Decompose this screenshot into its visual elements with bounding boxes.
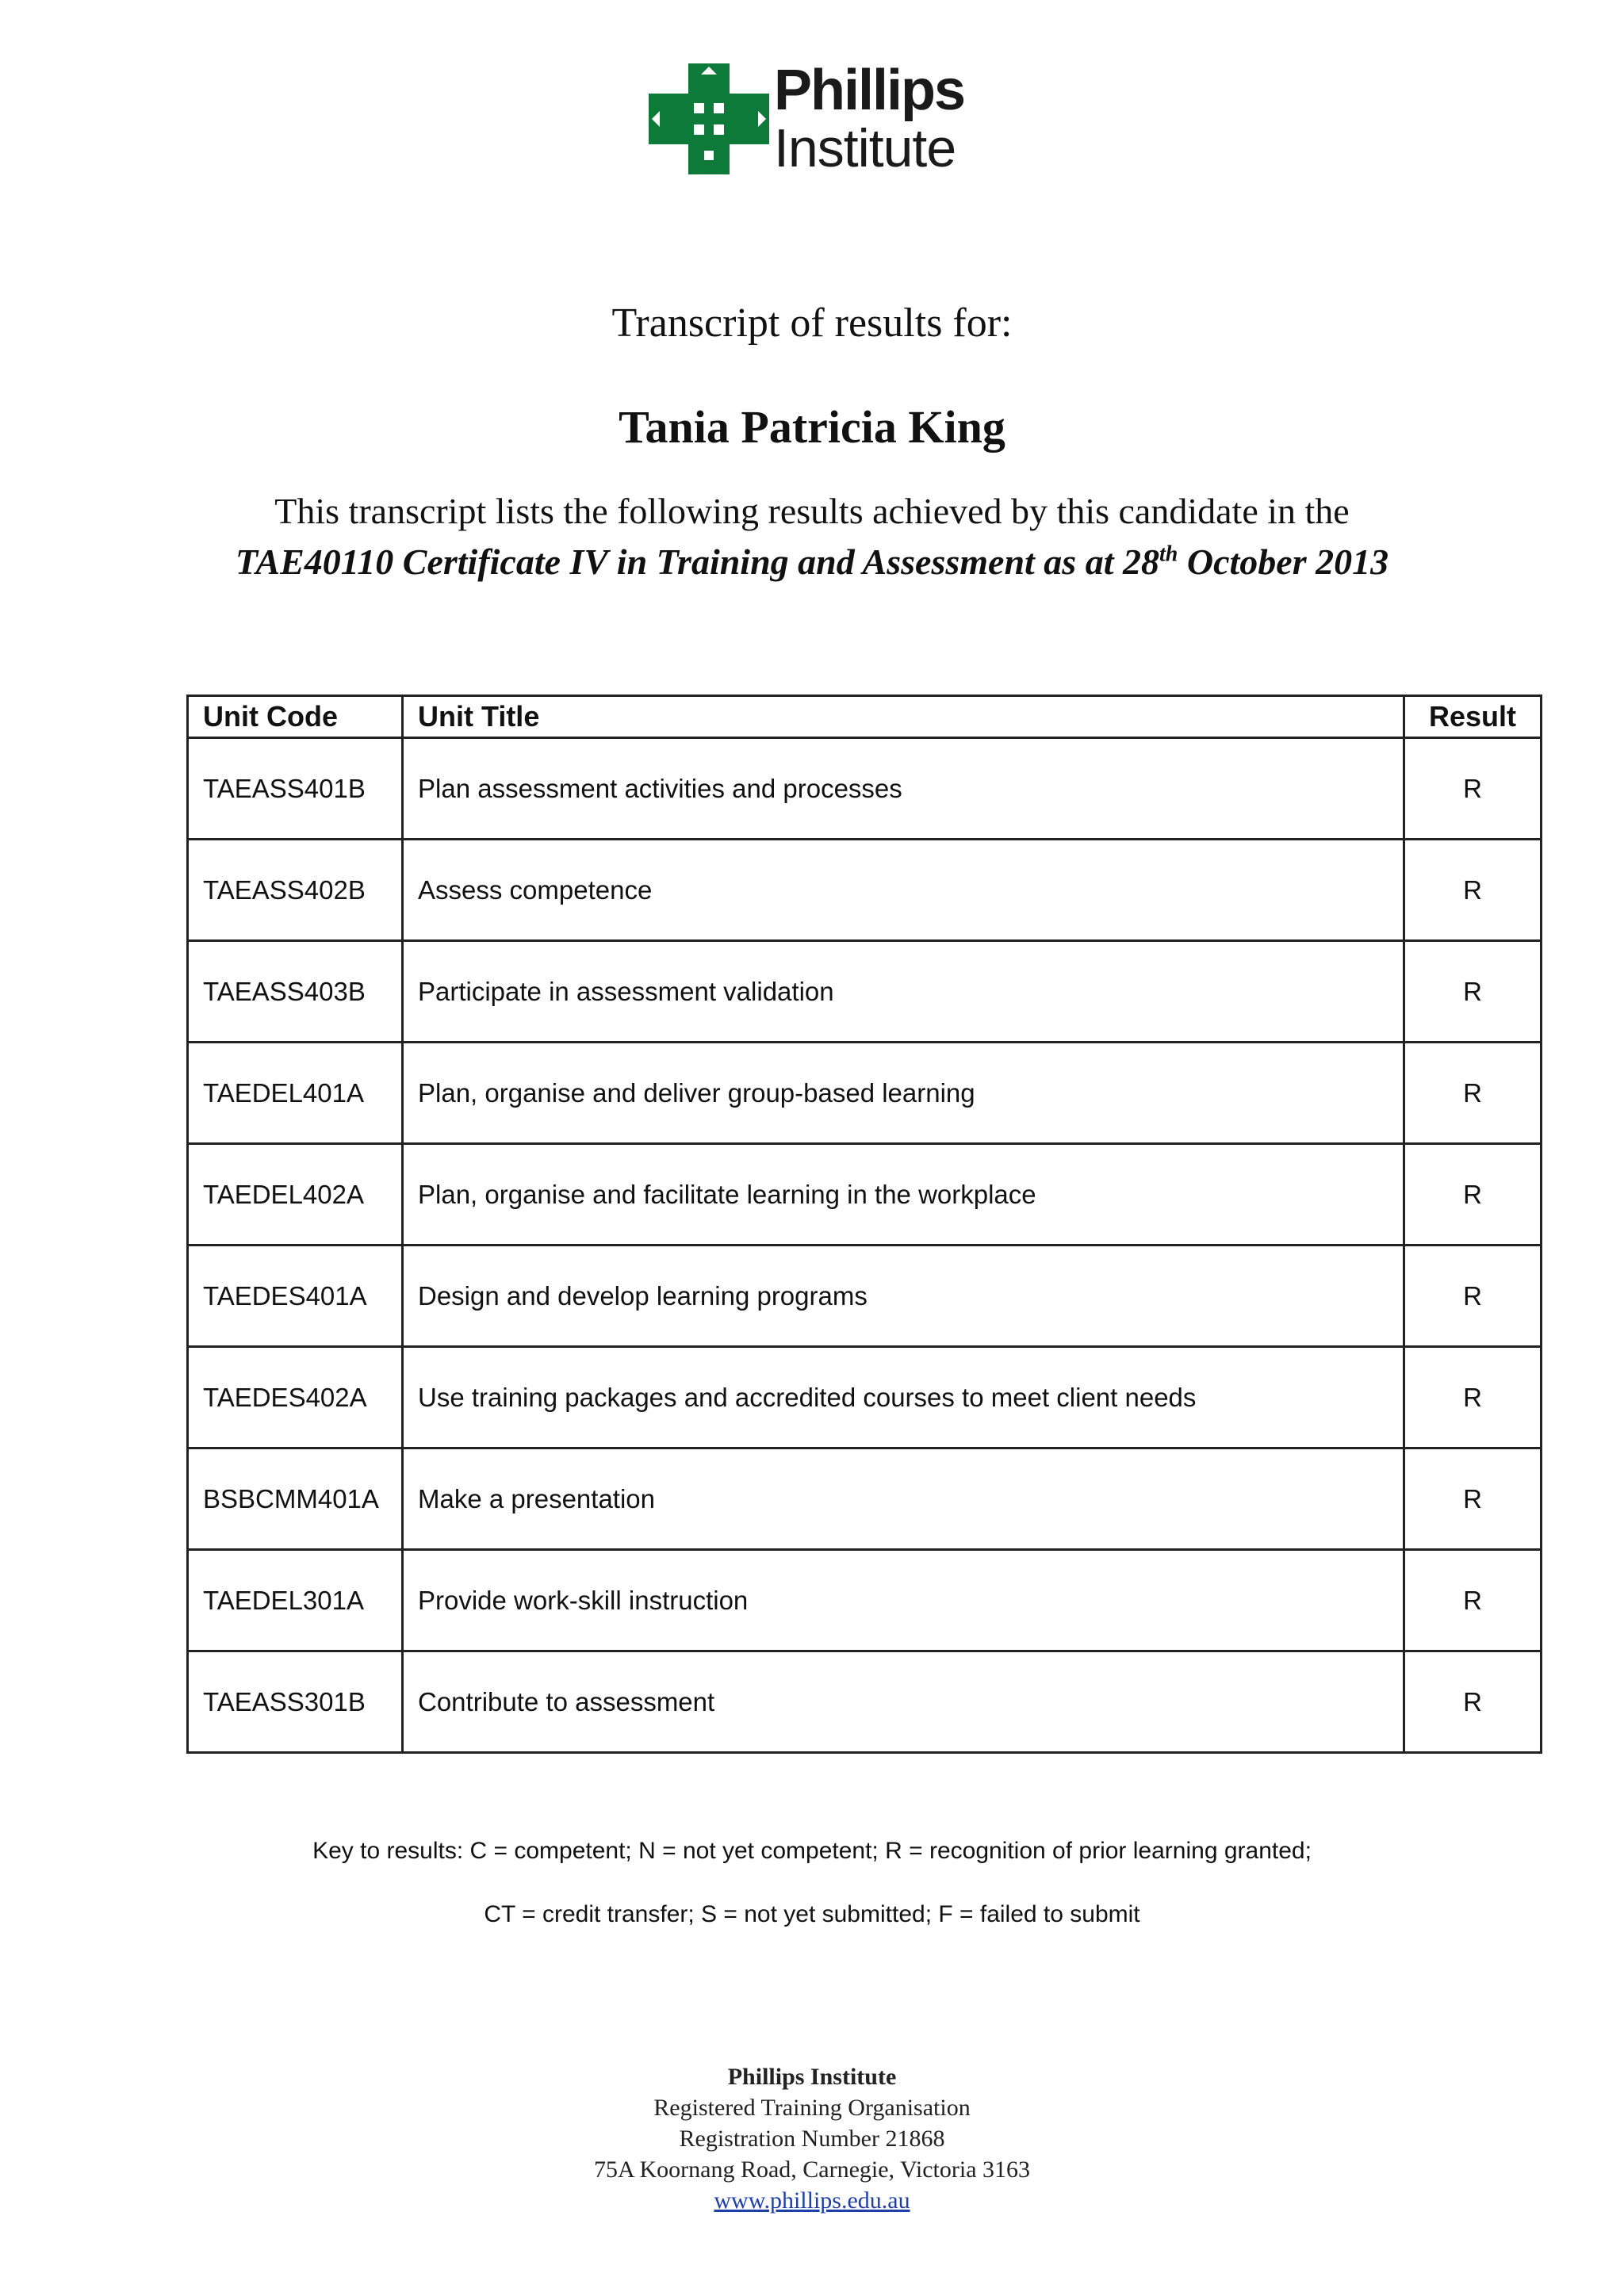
header-result: Result xyxy=(1404,696,1542,738)
logo-line1: Phillips xyxy=(774,59,965,122)
website-link[interactable]: www.phillips.edu.au xyxy=(714,2187,910,2214)
unit-code-cell: TAEASS403B xyxy=(188,941,403,1043)
result-cell: R xyxy=(1404,1144,1542,1246)
results-table xyxy=(186,695,1542,1754)
unit-code-cell: TAEDES401A xyxy=(188,1246,403,1347)
unit-title-cell: Contribute to assessment xyxy=(403,1651,1404,1753)
qualification-date-rest: October 2013 xyxy=(1178,541,1389,582)
intro-line2 xyxy=(0,541,1624,583)
unit-code-cell: TAEDEL402A xyxy=(188,1144,403,1246)
unit-code-cell: TAEASS402B xyxy=(188,840,403,941)
result-cell: R xyxy=(1404,738,1542,840)
unit-title-cell: Use training packages and accredited courses to meet client needs xyxy=(403,1347,1404,1448)
results-key-line1: Key to results: C = competent; N = not yet competent; R = recognition of prior learning granted; xyxy=(312,1838,1312,1864)
table-row xyxy=(188,738,1542,840)
results-key-line2: CT = credit transfer; S = not yet submitted; F = failed to submit xyxy=(484,1901,1140,1927)
table-row xyxy=(188,941,1542,1043)
unit-code-cell: TAEDEL401A xyxy=(188,1043,403,1144)
logo-wordmark xyxy=(774,59,965,178)
transcript-title: Transcript of results for: xyxy=(611,300,1013,346)
unit-code-cell: TAEASS401B xyxy=(188,738,403,840)
unit-code-cell: TAEASS301B xyxy=(188,1651,403,1753)
table-row xyxy=(188,1347,1542,1448)
result-cell: R xyxy=(1404,1448,1542,1550)
unit-title-cell: Participate in assessment validation xyxy=(403,941,1404,1043)
institute-logo xyxy=(649,59,982,178)
qualification-text: TAE40110 Certificate IV in Training and Assessment as at 28 xyxy=(235,541,1159,582)
result-cell: R xyxy=(1404,1651,1542,1753)
table-row xyxy=(188,1448,1542,1550)
result-cell: R xyxy=(1404,1043,1542,1144)
result-cell: R xyxy=(1404,1550,1542,1651)
unit-title-cell: Plan, organise and deliver group-based learning xyxy=(403,1043,1404,1144)
table-row xyxy=(188,1246,1542,1347)
footer xyxy=(0,2061,1624,2216)
phillips-cross-logo-icon xyxy=(649,63,769,174)
unit-title-cell: Plan assessment activities and processes xyxy=(403,738,1404,840)
table-row xyxy=(188,1144,1542,1246)
table-row xyxy=(188,1043,1542,1144)
unit-title-cell: Provide work-skill instruction xyxy=(403,1550,1404,1651)
unit-code-cell: TAEDES402A xyxy=(188,1347,403,1448)
table-row xyxy=(188,1550,1542,1651)
result-cell: R xyxy=(1404,1246,1542,1347)
header-unit-code: Unit Code xyxy=(188,696,403,738)
unit-title-cell: Plan, organise and facilitate learning in the workplace xyxy=(403,1144,1404,1246)
result-cell: R xyxy=(1404,1347,1542,1448)
footer-registration-number: Registration Number 21868 xyxy=(679,2126,945,2152)
table-header-row xyxy=(188,696,1542,738)
date-ordinal-suffix: th xyxy=(1159,541,1178,567)
logo-line2: Institute xyxy=(774,118,956,178)
result-cell: R xyxy=(1404,941,1542,1043)
unit-title-cell: Make a presentation xyxy=(403,1448,1404,1550)
unit-code-cell: BSBCMM401A xyxy=(188,1448,403,1550)
unit-code-cell: TAEDEL301A xyxy=(188,1550,403,1651)
unit-title-cell: Assess competence xyxy=(403,840,1404,941)
unit-title-cell: Design and develop learning programs xyxy=(403,1246,1404,1347)
footer-institute-name: Phillips Institute xyxy=(727,2064,897,2090)
header-unit-title: Unit Title xyxy=(403,696,1404,738)
candidate-name: Tania Patricia King xyxy=(619,401,1005,453)
result-cell: R xyxy=(1404,840,1542,941)
footer-address: 75A Koornang Road, Carnegie, Victoria 3163 xyxy=(593,2156,1031,2183)
intro-line1: This transcript lists the following results achieved by this candidate in the xyxy=(274,491,1350,531)
footer-rto-label: Registered Training Organisation xyxy=(653,2095,971,2121)
table-row xyxy=(188,840,1542,941)
table-row xyxy=(188,1651,1542,1753)
